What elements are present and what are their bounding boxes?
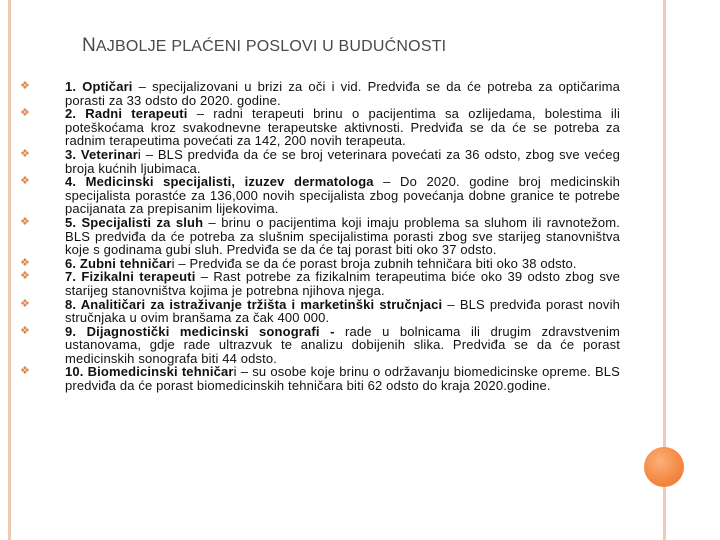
item-heading: 7. Fizikalni terapeuti (65, 269, 196, 285)
item-text: – Rast potrebe za fizikalnim terapeutima biće oko 39 odsto zbog sve starijeg stanovništva kojima je potrebna njihova njega. (65, 269, 621, 298)
list-item (20, 216, 620, 257)
item-text: – radni terapeuti brinu o pacijentima sa ozlijedama, bolestima ili poteškoćama kroz svakodnevne terapeutske aktivnosti. Predviđa se da će se potreba za radnim terapeutima povećati za 142, 200 novih terapeuta. (65, 106, 621, 149)
item-heading: 5. Specijalisti za sluh (65, 214, 204, 230)
item-text: i – Predviđa se da će porast broja zubnih tehničara biti oko 38 odsto. (171, 255, 577, 271)
diamond-bullet-icon: ❖ (20, 270, 31, 283)
list-item (20, 148, 620, 175)
diamond-bullet-icon: ❖ (20, 215, 31, 228)
item-heading: 2. Radni terapeuti (65, 106, 188, 122)
diamond-bullet-icon: ❖ (20, 175, 31, 188)
item-text: rade u bolnicama ili drugim zdravstvenim ustanovama, gdje rade ultrazvuk te analizu dobijenih slika. Predviđa se da će porast medicinskih sonografa biti 44 odsto. (65, 323, 621, 366)
list-item (20, 270, 620, 297)
item-heading: 1. Optičari (65, 79, 133, 94)
diamond-bullet-icon: ❖ (20, 107, 31, 120)
item-heading: 3. Veterinar (65, 146, 138, 162)
left-decorative-rule (8, 0, 11, 540)
list-item (20, 365, 620, 392)
page-title (82, 35, 602, 57)
item-text: i – su osobe koje brinu o održavanju biomedicinske opreme. BLS predviđa da će porast biomedicinskih tehničara biti 62 odsto do kraja 2020.godine. (65, 364, 621, 394)
list-item (20, 298, 620, 325)
list-item (20, 107, 620, 148)
orange-circle-decoration (644, 447, 684, 487)
item-text: – specijalizovani u brizi za oči i vid. Predviđa se da će potreba za optičarima porasti za 33 odsto do 2020. godine. (65, 79, 620, 108)
diamond-bullet-icon: ❖ (20, 324, 31, 337)
item-text: i – BLS predviđa da će se broj veterinara povećati za 36 odsto, zbog sve većeg broja kućnih ljubimaca. (65, 146, 620, 176)
item-heading: 10. Biomedicinski tehničar (65, 364, 234, 380)
item-text: – brinu o pacijentima koji imaju problema sa sluhom ili ravnotežom. BLS predviđa da će potreba za slušnim specijalistima porasti zbog sve starijeg stanovništva koje s godinama gubi sluh. Predviđa se da će taj porast biti oko 37 odsto. (65, 214, 620, 258)
title-rest: AJBOLJE PLAĆENI POSLOVI U BUDUĆNOSTI (95, 38, 447, 55)
list-item (20, 175, 620, 216)
diamond-bullet-icon: ❖ (20, 365, 31, 378)
list-item (20, 80, 620, 107)
item-heading: 4. Medicinski specijalisti, izuzev dermatologa (65, 174, 374, 190)
diamond-bullet-icon: ❖ (20, 147, 31, 160)
job-list (20, 80, 620, 393)
item-text: – Do 2020. godine broj medicinskih specijalista porastće za 136,000 novih specijalista zbog povećanja dobne granice te potrebe pacijanata za prepisanim lijekovima. (65, 174, 620, 217)
list-item (20, 325, 620, 366)
diamond-bullet-icon: ❖ (20, 80, 31, 92)
diamond-bullet-icon: ❖ (20, 256, 31, 269)
item-text: – BLS predviđa porast novih stručnjaka u ovim branšama za čak 400 000. (65, 296, 620, 326)
list-item (20, 257, 620, 271)
item-heading: 8. Analitičari za istraživanje tržišta i marketinški stručnjaci (65, 296, 443, 312)
diamond-bullet-icon: ❖ (20, 297, 31, 310)
item-heading: 6. Zubni tehničar (65, 255, 172, 271)
item-heading: 9. Dijagnostički medicinski sonografi - (65, 323, 335, 339)
title-initial: N (82, 35, 96, 56)
